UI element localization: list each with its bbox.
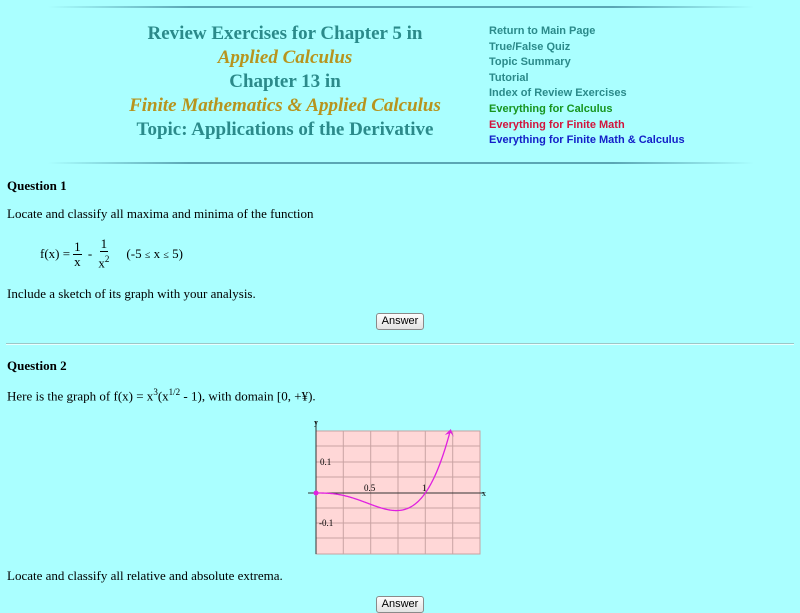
question-2-task: Locate and classify all relative and absolute extrema.: [7, 568, 283, 583]
q2-text-a: Here is the graph of f(x) = x: [7, 388, 154, 404]
q2-text-c: - 1), with domain [0, +¥).: [180, 388, 316, 404]
domain-close: 5): [168, 246, 183, 261]
link-index-review[interactable]: Index of Review Exercises: [489, 87, 627, 100]
fraction-1-denominator: x: [74, 253, 81, 269]
fraction-1-over-x: [73, 240, 82, 269]
title-line-2: Applied Calculus: [217, 47, 353, 68]
y-tick-top: 0.1: [320, 457, 332, 467]
fraction-1-over-x-squared: [98, 237, 109, 270]
fraction-2-den-exp: 2: [104, 254, 110, 265]
question-1-formula: [40, 236, 183, 272]
link-topic-summary[interactable]: Topic Summary: [489, 56, 571, 69]
q2-exp-3: 3: [153, 387, 158, 397]
origin-endpoint: [314, 491, 319, 496]
y-axis-label: y: [314, 418, 318, 427]
fraction-2-denominator: [98, 252, 109, 270]
question-1-prompt: Locate and classify all maxima and minima of the function: [7, 206, 314, 221]
question-1-answer-button[interactable]: Answer: [376, 313, 424, 330]
question-separator: [6, 343, 794, 345]
x-tick-half: 0.5: [364, 483, 376, 493]
y-tick-bottom: -0.1: [319, 518, 334, 528]
formula-lhs: f(x) =: [40, 246, 71, 261]
question-2-prompt: [7, 387, 316, 404]
link-main-page[interactable]: Return to Main Page: [489, 25, 596, 37]
top-divider: [48, 6, 754, 8]
title-line-5: Topic: Applications of the Derivative: [136, 119, 434, 140]
link-everything-both[interactable]: Everything for Finite Math & Calculus: [489, 134, 685, 147]
domain-mid: x: [150, 246, 164, 261]
question-1-sketch-instruction: Include a sketch of its graph with your analysis.: [7, 286, 256, 301]
fraction-2-den-base: x: [98, 255, 105, 271]
link-everything-finite[interactable]: Everything for Finite Math: [489, 118, 625, 131]
link-tutorial[interactable]: Tutorial: [489, 71, 529, 84]
formula-minus: -: [84, 246, 96, 261]
question-2-heading: Question 2: [7, 358, 67, 373]
q2-exp-half: 1/2: [168, 387, 181, 397]
question-2-answer-button[interactable]: Answer: [376, 596, 424, 613]
nav-links: [489, 24, 685, 149]
formula-domain: [126, 246, 183, 262]
domain-le-1: ≤: [144, 250, 151, 261]
title-line-3: Chapter 13 in: [229, 71, 341, 92]
q2-text-b: (x: [157, 388, 169, 404]
x-axis-label: x: [482, 489, 486, 498]
page-title: [110, 22, 460, 142]
header-divider: [48, 162, 754, 164]
title-line-1: Review Exercises for Chapter 5 in: [147, 23, 423, 44]
function-graph: [308, 418, 490, 558]
domain-le-2: ≤: [163, 250, 169, 261]
title-line-4: Finite Mathematics & Applied Calculus: [129, 95, 441, 116]
domain-open: (-5: [126, 246, 145, 261]
x-tick-one: 1: [422, 483, 427, 493]
link-true-false-quiz[interactable]: True/False Quiz: [489, 40, 571, 53]
fraction-2-numerator: 1: [100, 236, 108, 252]
fraction-1-numerator: 1: [74, 238, 81, 254]
link-everything-calculus[interactable]: Everything for Calculus: [489, 102, 613, 115]
question-1-heading: Question 1: [7, 178, 67, 193]
